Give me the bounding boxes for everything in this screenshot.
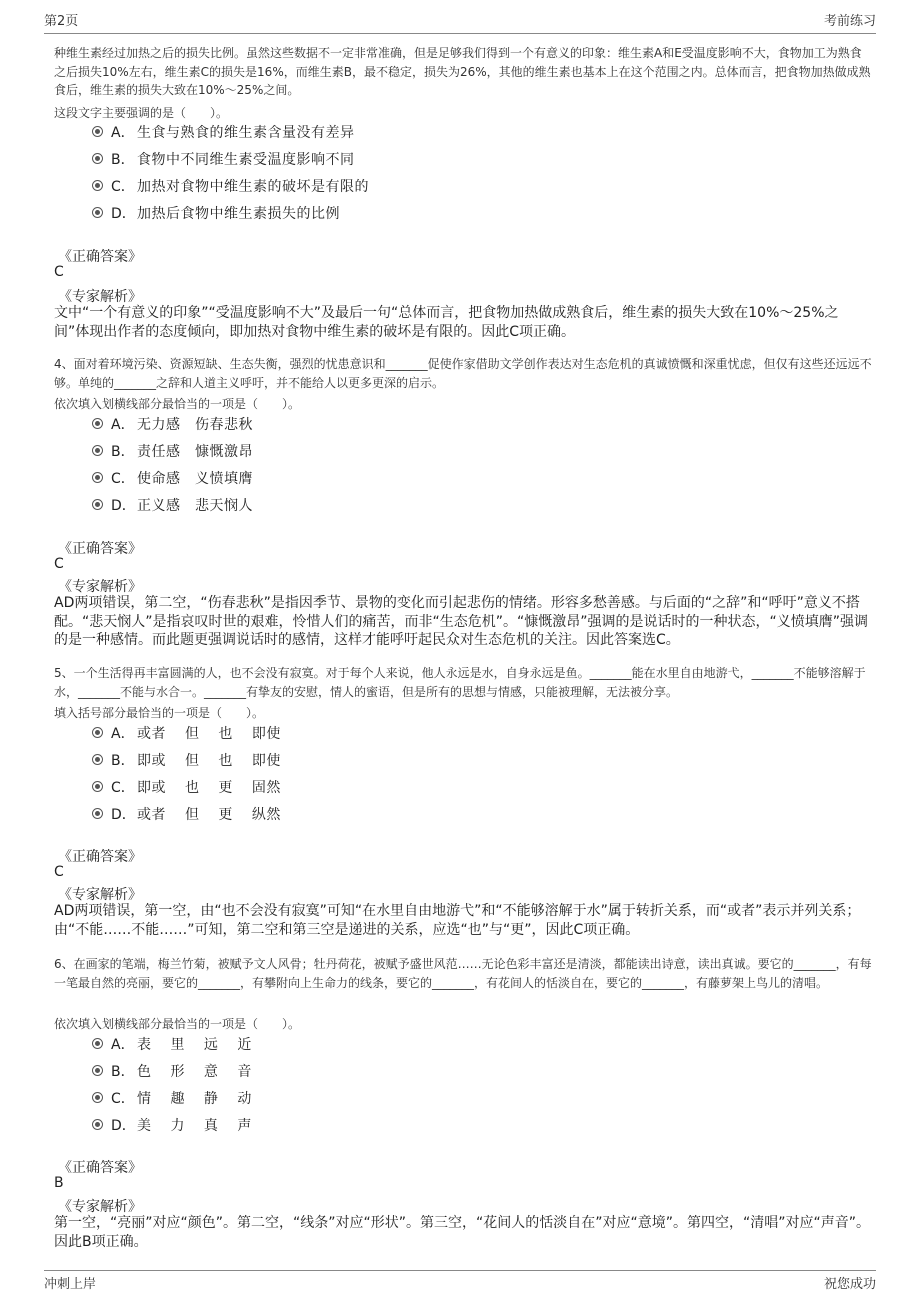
option-a[interactable]: A． 或者 但 也 即使 bbox=[92, 719, 281, 746]
option-d[interactable]: D． 加热后食物中维生素损失的比例 bbox=[92, 199, 369, 226]
option-d[interactable]: D． 正义感 悲天悯人 bbox=[92, 491, 253, 518]
radio-icon[interactable] bbox=[92, 754, 103, 765]
option-c[interactable]: C． 情 趣 静 动 bbox=[92, 1084, 252, 1111]
option-d[interactable]: D． 或者 但 更 纵然 bbox=[92, 800, 281, 827]
option-b[interactable]: B． 色 形 意 音 bbox=[92, 1057, 252, 1084]
radio-icon[interactable] bbox=[92, 1092, 103, 1103]
option-c[interactable]: C． 加热对食物中维生素的破坏是有限的 bbox=[92, 172, 369, 199]
radio-icon[interactable] bbox=[92, 808, 103, 819]
option-d[interactable]: D． 美 力 真 声 bbox=[92, 1111, 252, 1138]
answer-label: 《正确答案》 bbox=[58, 249, 142, 265]
radio-icon[interactable] bbox=[92, 418, 103, 429]
explain-label: 《专家解析》 bbox=[58, 1199, 142, 1215]
radio-icon[interactable] bbox=[92, 472, 103, 483]
radio-icon[interactable] bbox=[92, 207, 103, 218]
explain-label: 《专家解析》 bbox=[58, 289, 142, 305]
radio-icon[interactable] bbox=[92, 781, 103, 792]
footer-divider bbox=[44, 1270, 876, 1271]
explain-label: 《专家解析》 bbox=[58, 887, 142, 903]
radio-icon[interactable] bbox=[92, 1038, 103, 1049]
radio-icon[interactable] bbox=[92, 499, 103, 510]
answer-label: 《正确答案》 bbox=[58, 1160, 142, 1176]
answer-value: C bbox=[54, 556, 64, 572]
option-list bbox=[92, 118, 369, 226]
question-prompt: 这段文字主要强调的是（ ）。 bbox=[54, 106, 229, 120]
radio-icon[interactable] bbox=[92, 727, 103, 738]
option-list bbox=[92, 1030, 252, 1138]
option-b[interactable]: B． 食物中不同维生素受温度影响不同 bbox=[92, 145, 369, 172]
radio-icon[interactable] bbox=[92, 153, 103, 164]
question-stem: 5、一个生活得再丰富圆满的人，也不会没有寂寞。对于每个人来说，他人永远是水，自身永远是鱼。_______能在水里自由地游弋，_______不能够溶解于水，_______不能与水合一。_______有挚友的安慰，情人的蜜语，但是所有的思想与情感，只能被理解，无法被分享。 bbox=[54, 666, 866, 699]
footer-left: 冲刺上岸 bbox=[44, 1277, 97, 1292]
footer-right: 祝您成功 bbox=[823, 1277, 876, 1292]
explanation: AD两项错误，第一空，由“也不会没有寂寞”可知“在水里自由地游弋”和“不能够溶解于水”属于转折关系，而“或者”表示并列关系；由“不能……不能……”可知，第二空和第三空是递进的关系，应选“也”与“更”，因此C项正确。 bbox=[54, 903, 861, 938]
question-prompt: 依次填入划横线部分最恰当的一项是（ ）。 bbox=[54, 1017, 301, 1031]
option-a[interactable]: A． 无力感 伤春悲秋 bbox=[92, 410, 253, 437]
question-stem: 6、在画家的笔端，梅兰竹菊，被赋予文人风骨；牡丹荷花，被赋予盛世风范……无论色彩丰富还是清淡，都能读出诗意，读出真诚。要它的_______，有每一笔最自然的亮丽，要它的_______，有攀附向上生命力的线条，要它的_______，有花间人的恬淡自在，要它的_______，有藤萝架上鸟儿的清唱。 bbox=[54, 957, 872, 990]
page-number: 第2页 bbox=[44, 14, 79, 29]
option-b[interactable]: B． 责任感 慷慨激昂 bbox=[92, 437, 253, 464]
answer-value: C bbox=[54, 864, 64, 880]
explanation: 文中“一个有意义的印象”“受温度影响不大”及最后一句“总体而言，把食物加热做成熟食后，维生素的损失大致在10%～25%之间”体现出作者的态度倾向，即加热对食物中维生素的破坏是有限的。因此C项正确。 bbox=[54, 305, 839, 340]
answer-label: 《正确答案》 bbox=[58, 541, 142, 557]
option-c[interactable]: C． 使命感 义愤填膺 bbox=[92, 464, 253, 491]
radio-icon[interactable] bbox=[92, 126, 103, 137]
option-a[interactable]: A． 生食与熟食的维生素含量没有差异 bbox=[92, 118, 369, 145]
header-title: 考前练习 bbox=[823, 14, 876, 29]
header-divider bbox=[44, 33, 876, 34]
option-list bbox=[92, 719, 281, 827]
question-prompt: 填入括号部分最恰当的一项是（ ）。 bbox=[54, 706, 265, 720]
explanation: 第一空，“亮丽”对应“颜色”。第二空，“线条”对应“形状”。第三空，“花间人的恬淡自在”对应“意境”。第四空，“清唱”对应“声音”。因此B项正确。 bbox=[54, 1215, 871, 1250]
option-c[interactable]: C． 即或 也 更 固然 bbox=[92, 773, 281, 800]
question-prompt: 依次填入划横线部分最恰当的一项是（ ）。 bbox=[54, 397, 301, 411]
radio-icon[interactable] bbox=[92, 1065, 103, 1076]
answer-label: 《正确答案》 bbox=[58, 849, 142, 865]
answer-value: C bbox=[54, 264, 64, 280]
question-stem: 4、面对着环境污染、资源短缺、生态失衡，强烈的忧患意识和_______促使作家借助文学创作表达对生态危机的真诚愤慨和深重忧虑，但仅有这些还远远不够。单纯的_______之辞和人道主义呼吁，并不能给人以更多更深的启示。 bbox=[54, 357, 872, 390]
explanation: AD两项错误，第二空，“伤春悲秋”是指因季节、景物的变化而引起悲伤的情绪。形容多愁善感。与后面的“之辞”和“呼吁”意义不搭配。“悲天悯人”是指哀叹时世的艰难，怜惜人们的痛苦，而非“生态危机”。“慷慨激昂”强调的是说话时的一种状态，“义愤填膺”强调的是一种感情。而此题更强调说话时的感情，这样才能呼吁起民众对生态危机的关注。因此答案选C。 bbox=[54, 595, 869, 648]
option-list bbox=[92, 410, 253, 518]
answer-value: B bbox=[54, 1175, 64, 1191]
explain-label: 《专家解析》 bbox=[58, 579, 142, 595]
radio-icon[interactable] bbox=[92, 445, 103, 456]
radio-icon[interactable] bbox=[92, 1119, 103, 1130]
question-stem: 种维生素经过加热之后的损失比例。虽然这些数据不一定非常准确，但是足够我们得到一个有意义的印象：维生素A和E受温度影响不大，食物加工为熟食之后损失10%左右，维生素C的损失是16%，而维生素B，最不稳定，损失为26%，其他的维生素也基本上在这个范围之内。总体而言，把食物加热做成熟食后，维生素的损失大致在10%～25%之间。 bbox=[54, 46, 871, 97]
page-header bbox=[44, 10, 876, 30]
option-b[interactable]: B． 即或 但 也 即使 bbox=[92, 746, 281, 773]
option-a[interactable]: A． 表 里 远 近 bbox=[92, 1030, 252, 1057]
radio-icon[interactable] bbox=[92, 180, 103, 191]
